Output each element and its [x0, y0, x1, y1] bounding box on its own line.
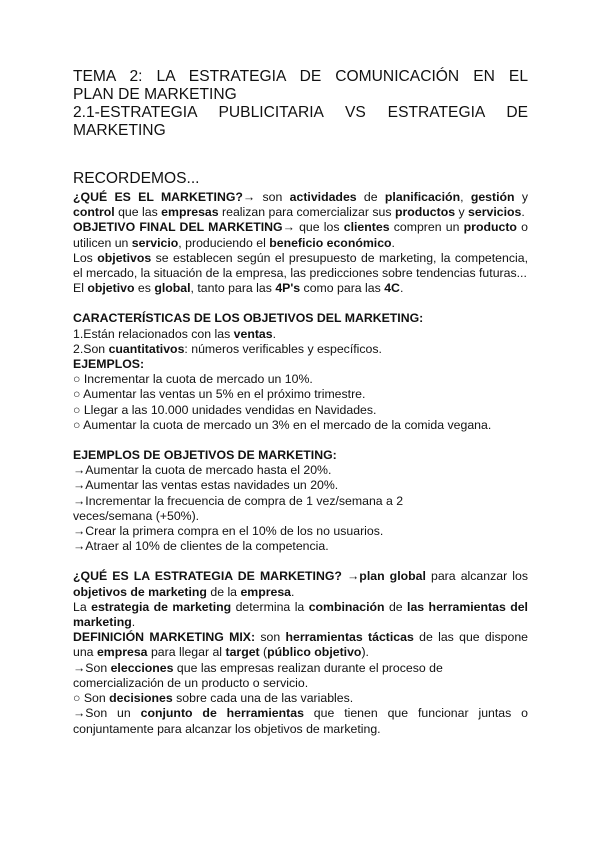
- caracteristicas-heading: CARACTERÍSTICAS DE LOS OBJETIVOS DEL MARKETING:: [73, 311, 424, 326]
- paragraph-estrategia-determina: La estrategia de marketing determina la combinación de las herramientas del marketing.: [73, 599, 528, 630]
- objetivo-item: →Atraer al 10% de clientes de la competencia.: [73, 539, 329, 554]
- recordemos-heading: RECORDEMOS...: [73, 170, 200, 187]
- objetivo-item: →Aumentar la cuota de mercado hasta el 20%.: [73, 463, 332, 478]
- paragraph-objetivo-global: El objetivo es global, tanto para las 4P's como para las 4C.: [73, 281, 404, 296]
- ejemplo-item: ○ Aumentar la cuota de mercado un 3% en el mercado de la comida vegana.: [73, 417, 492, 432]
- ejemplos-objetivos-heading: EJEMPLOS DE OBJETIVOS DE MARKETING:: [73, 448, 337, 463]
- ejemplo-item: ○ Incrementar la cuota de mercado un 10%.: [73, 372, 313, 387]
- title-line-2: PLAN DE MARKETING: [73, 86, 237, 103]
- caracteristica-item: 2.Son cuantitativos: números verificables y específicos.: [73, 341, 382, 356]
- paragraph-conjunto-herramientas: →Son un conjunto de herramientas que tienen que funcionar juntas o conjuntamente para alcanzar los objetivos de marketing.: [73, 706, 528, 736]
- title-line-1: TEMA 2: LA ESTRATEGIA DE COMUNICACIÓN EN EL: [73, 68, 528, 85]
- paragraph-que-es-marketing: ¿QUÉ ES EL MARKETING?→ son actividades de planificación, gestión y control que las empresas realizan para comercializar sus productos y servicios.: [73, 190, 528, 220]
- ejemplo-item: ○ Aumentar las ventas un 5% en el próximo trimestre.: [73, 387, 366, 402]
- caracteristica-item: 1.Están relacionados con las ventas.: [73, 326, 277, 341]
- paragraph-estrategia-marketing: ¿QUÉ ES LA ESTRATEGIA DE MARKETING? →plan global para alcanzar los objetivos de marketing de la empresa.: [73, 569, 528, 599]
- title-line-3: 2.1-ESTRATEGIA PUBLICITARIA VS ESTRATEGIA DE: [73, 104, 528, 121]
- paragraph-elecciones: →Son elecciones que las empresas realizan durante el proceso de comercialización de un producto o servicio.: [73, 660, 443, 690]
- ejemplos-heading: EJEMPLOS:: [73, 357, 145, 372]
- objetivo-item: →Crear la primera compra en el 10% de los no usuarios.: [73, 524, 384, 539]
- objetivo-item: →Incrementar la frecuencia de compra de 1 vez/semana a 2 veces/semana (+50%).: [73, 493, 404, 523]
- document-title: [73, 68, 528, 140]
- title-line-4: MARKETING: [73, 122, 166, 139]
- paragraph-objetivos: Los objetivos se establecen según el presupuesto de marketing, la competencia, el mercado, la situación de la empresa, las predicciones sobre tendencias futuras...: [73, 250, 528, 281]
- ejemplo-item: ○ Llegar a las 10.000 unidades vendidas en Navidades.: [73, 402, 377, 417]
- paragraph-objetivo-final: OBJETIVO FINAL DEL MARKETING→ que los clientes compren un producto o utilicen un servicio, produciendo el beneficio económico.: [73, 220, 528, 250]
- paragraph-decisiones: ○ Son decisiones sobre cada una de las variables.: [73, 691, 354, 706]
- paragraph-marketing-mix: DEFINICIÓN MARKETING MIX: son herramientas tácticas de las que dispone una empresa para llegar al target (público objetivo).: [73, 630, 528, 660]
- objetivo-item: →Aumentar las ventas estas navidades un 20%.: [73, 478, 339, 493]
